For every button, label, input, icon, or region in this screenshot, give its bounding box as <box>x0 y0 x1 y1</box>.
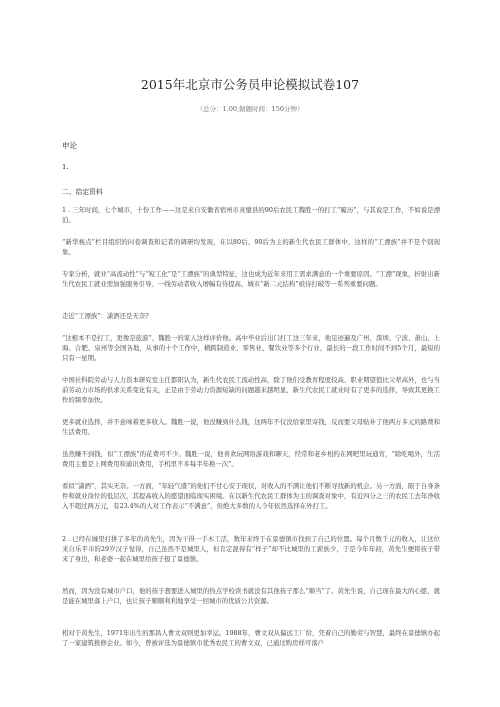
paragraph-4: 走近“工漂族”：潇洒还是无奈? <box>62 312 149 320</box>
paragraph-8: 虽然赚不到钱，但“工漂族”的花费可不少。魏胜一说，他喜欢玩网络游戏和聊天，经常和老乡相约在网吧里玩通宵，“除吃喝外，生活费用主要是上网费用和通讯费用，手机里不多每半年换一次”。 <box>62 450 440 468</box>
paragraph-7: 更多就业选择，并不意味着更多收入。魏胜一说，他没赚到什么钱，这两年不仅没给家里寄钱，反而要父母贴补了他两万多元的路费和生活费用。 <box>62 418 440 436</box>
paragraph-12: 相对于黄先生，1971年出生的那昌人曹文双则更加幸运。1988年，曹文双从偏远工厂给，凭着自己的勤劳与智慧，最终在景德镇办起了一家建筑推修企业。如今，曾被评选为景德镇市优秀农民工的曹文双，已通过购房样可落户 <box>62 629 440 647</box>
paragraph-9: 看似“潇洒”，其实无奈。一方面，“年轻气盛”的他们不甘心安于现状，对收入的不满让他们不断寻找新的机会。另一方面，限于自身条件和就业岗位的低层次，其提高收入的愿望面临现实困境。在以新生代农民工群体为主的调查对象中，有近四分之三的农民工去年净收入不超过两万元，有23.4%的人对工作表示“不满意”，但绝大多数的人今年依然选择在外打工。 <box>62 482 440 510</box>
paragraph-5: “这根本不是打工，更像是旅游”，魏胜一的家人这样评价他。高中毕业后出门打工这三年来，他足迹遍及广州、深圳、宁波、萧山、上海、合肥、泉州等全国各地，从事的十个工作中，横跨制造业、零售业、餐饮业等多个行业，最长的一段工作时间不到5个月，最短的只有一星期。 <box>62 334 440 362</box>
page-title: 2015年北京市公务员申论模拟试卷107 <box>140 77 360 92</box>
page-subtitle: （总分：1.00,做题时间：150分钟） <box>196 105 304 113</box>
paragraph-11: 然而，因为没有城市户口，他的孩子想要进入城里的热点学校读书就没有其他孩子那么“顺当”了。黄先生说，自己现在最大的心愿，就是能在城里落上户口，也让孩子顺顺利利地享受一回城市的优质公共资源。 <box>62 587 440 605</box>
given-materials-heading: 二、给定资料 <box>62 188 103 196</box>
paragraph-3: 专家分析，就业“高流动性”与“短工化”是“工漂族”的典型特征，这也成为近年来用工需求满意的一个重要原因。“工漂”现象，折射出新生代农民工就业需加强服务引导、一线劳动者收入增幅有待提高、城市“新二元结构”亟待打破等一系列重要问题。 <box>62 270 440 288</box>
paragraph-2: “新华视点”栏目组织的问卷调查和记者的调研均发现，在以80后、90后为主的新生代农民工群体中，这样的“工漂族”并不是个别现象。 <box>62 238 440 256</box>
question-number: 1. <box>62 163 69 171</box>
paragraph-10: 2 . 已经在城里打拼了多年的黄先生，因为干得一手木工活，数年来终于在景德镇市找到了自己的位置。每个月数千元的收入，让这位来自乐平市的29岁汉子觉得，自己虽然不是城里人，但肯定混得有“样子”却不比城里的工薪族少，于是今年年初，黄先生便将孩子带来了身边，和老婆一起在城里给孩子报了景德镇。 <box>62 535 440 563</box>
section-heading: 申论 <box>62 141 77 150</box>
paragraph-1: 1 . 三年时间，七个城市，十份工作——这是来自安徽省宿州市灵璧县的90后农民工魏胜一的打工“履历”，与其说是工作，不如说是漂泊。 <box>62 206 440 224</box>
paragraph-6: 中国社科院劳动与人力资本研究室主任都阳认为，新生代农民工流动性高，除了他们受教育程度较高、职业期望值比父辈高外，也与当前劳动力市场的供求关系变化有关，正是由于劳动力资源短缺的问题越来越明显，新生代农民工就业时有了更多的选择，导致其更换工作的频率加快。 <box>62 376 440 404</box>
